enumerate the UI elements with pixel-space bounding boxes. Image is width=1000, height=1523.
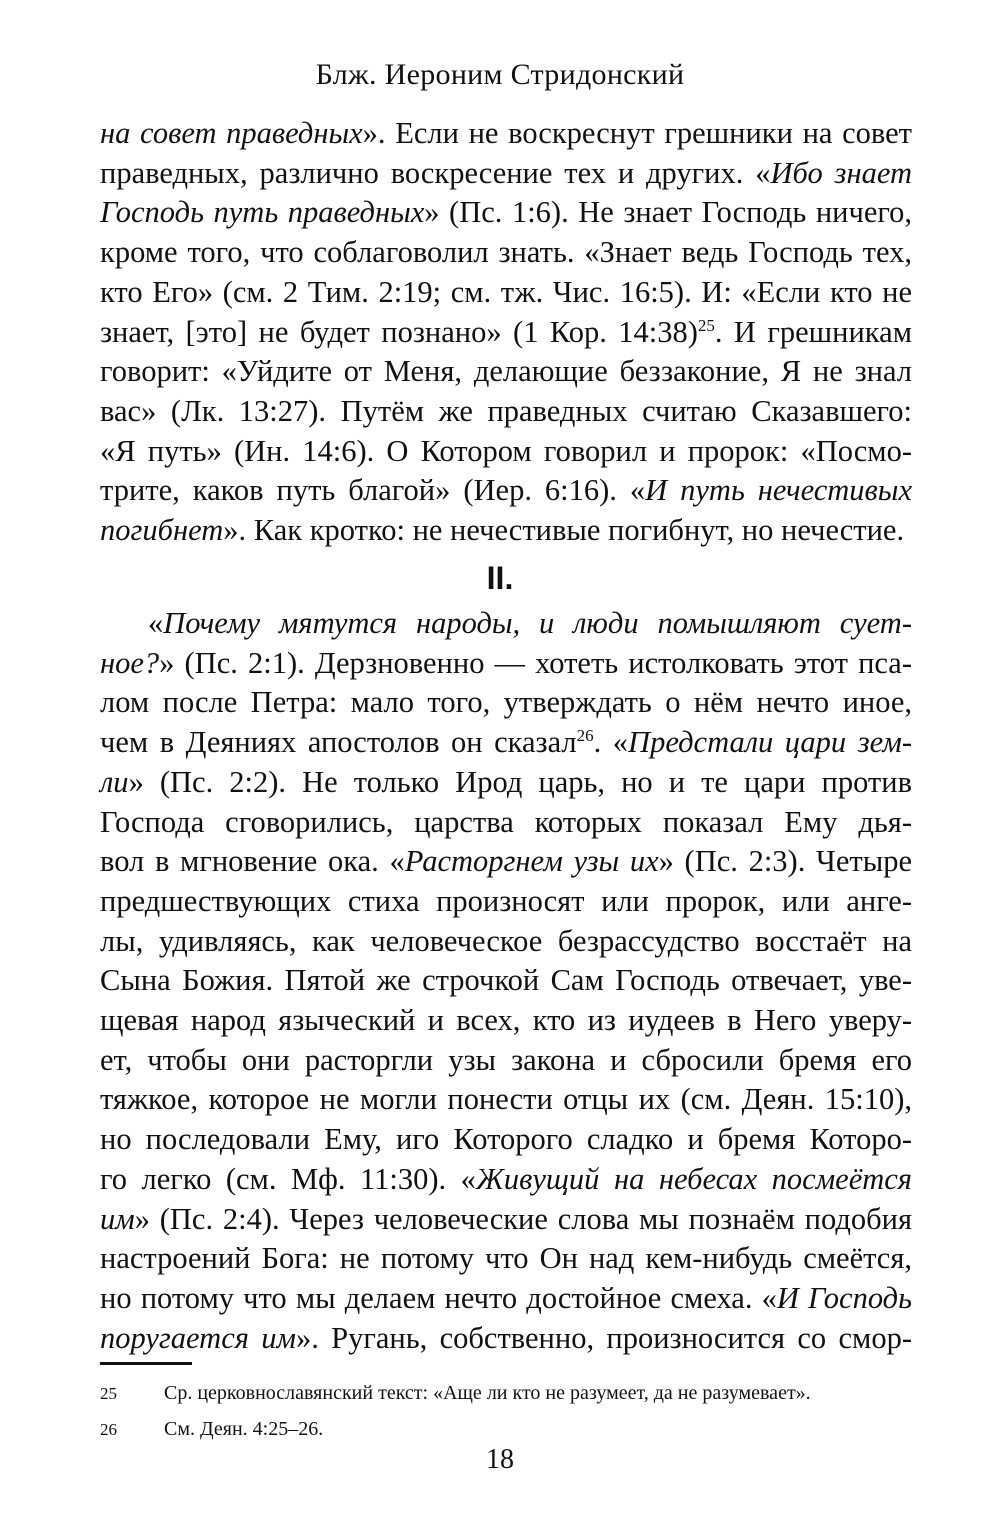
quote-italic: им [100, 1201, 135, 1236]
footnote-number: 25 [100, 1384, 117, 1403]
text-line: щевая народ языческий и всех, кто из иудеев в Него уверу- [100, 1003, 912, 1038]
text-line: Сына Божия. Пятой же строчкой Сам Господь отвечает, уве- [100, 963, 912, 998]
quote-italic: Предстали цари зем- [628, 725, 912, 760]
text-line: кроме того, что соблаговолил знать. «Знает ведь Господь тех, [100, 235, 912, 270]
quote-italic: И путь нечестивых [645, 473, 912, 508]
text-line: «Я путь» (Ин. 14:6). О Котором говорил и пророк: «Посмо- [100, 433, 912, 468]
text-line: лом после Петра: мало того, утверждать о нём нечто иное, [100, 685, 912, 720]
text-line: говорит: «Уйдите от Меня, делающие беззаконие, Я не знал [100, 354, 912, 389]
text-line: но последовали Ему, иго Которого сладко и бремя Которо- [100, 1122, 912, 1157]
page-number: 18 [486, 1444, 514, 1475]
footnote-number: 26 [100, 1420, 117, 1439]
text-line: кто Его» (см. 2 Тим. 2:19; см. тж. Чис. 16:5). И: «Если кто не [100, 274, 912, 309]
text-line: знает, [это] не будет познано» (1 Кор. 14:38)$^{25}$. И грешникам [100, 314, 912, 349]
running-head: Блж. Иероним Стридонский [315, 58, 685, 91]
text-line: Господа сговорились, царства которых показал Ему дья- [100, 804, 912, 839]
text-line: поругается им». Ругань, собственно, произносится со смор- [100, 1320, 912, 1355]
text-line: им» (Пс. 2:4). Через человеческие слова мы познаём подобия [100, 1201, 912, 1236]
text-line: праведных, различно воскресение тех и других. «Ибо знает [100, 155, 913, 190]
text-line: настроений Бога: не потому что Он над кем-нибудь смеётся, [100, 1241, 912, 1276]
text-line: на совет праведных». Если не воскреснут грешники на совет [100, 116, 912, 150]
footnote-text: Ср. церковнославянский текст: «Аще ли кто не разумеет, да не разумевает». [164, 1382, 811, 1404]
quote-italic: Ибо знает [770, 155, 913, 190]
quote-italic: ли [100, 764, 129, 799]
text-line: чем в Деяниях апостолов он сказал$^{26}$. «Предстали цари зем- [100, 725, 912, 760]
text-line: но потому что мы делаем нечто достойное смеха. «И Господь [100, 1280, 912, 1315]
text-line: Господь путь праведных» (Пс. 1:6). Не знает Господь ничего, [100, 195, 912, 230]
text-line: вас» (Лк. 13:27). Путём же праведных считаю Сказавшего: [100, 393, 912, 428]
text-line: трите, каков путь благой» (Иер. 6:16). «И путь нечестивых [100, 473, 912, 508]
quote-italic: поругается им [100, 1320, 296, 1355]
text-line: ное?» (Пс. 2:1). Дерзновенно — хотеть истолковать этот пса- [100, 645, 912, 680]
footnote-text: См. Деян. 4:25–26. [164, 1418, 324, 1440]
paragraph-psalm-2 [100, 604, 912, 1358]
quote-italic: И Господь [776, 1280, 912, 1315]
text-line: ли» (Пс. 2:2). Не только Ирод царь, но и те цари против [100, 764, 912, 799]
footnote-ref-25[interactable]: 25 [697, 315, 715, 335]
quote-italic: Расторгнем узы их [404, 844, 659, 879]
text-line: ет, чтобы они расторгли узы закона и сбросили бремя его [100, 1042, 912, 1077]
text-line: предшествующих стиха произносят или пророк, или анге- [100, 883, 912, 918]
text-line: вол в мгновение ока. «Расторгнем узы их» (Пс. 2:3). Четыре [100, 844, 912, 879]
footnote-divider [100, 1362, 192, 1365]
quote-italic: погибнет [100, 513, 224, 548]
section-heading: II. [486, 560, 514, 596]
text-line: лы, удивляясь, как человеческое безрассудство восстаёт на [100, 923, 912, 958]
quote-italic: на совет праведных [100, 116, 363, 150]
text-line: погибнет». Как кротко: не нечестивые погибнут, но нечестие. [100, 513, 905, 548]
quote-italic: Живущий на небесах посмеётся [475, 1161, 912, 1196]
footnote-25 [100, 1382, 920, 1418]
text-line: го легко (см. Мф. 11:30). «Живущий на небесах посмеётся [100, 1161, 912, 1196]
quote-italic: Господь путь праведных [100, 195, 425, 230]
paragraph-psalm-1 [100, 114, 912, 551]
text-line: тяжкое, которое не могли понести отцы их (см. Деян. 15:10), [100, 1082, 912, 1117]
text-line: «Почему мятутся народы, и люди помышляют сует- [148, 606, 912, 640]
footnote-ref-26[interactable]: 26 [576, 725, 594, 745]
quote-italic: ное? [100, 645, 160, 680]
quote-italic: Почему мятутся народы, и люди помышляют сует- [163, 606, 912, 640]
